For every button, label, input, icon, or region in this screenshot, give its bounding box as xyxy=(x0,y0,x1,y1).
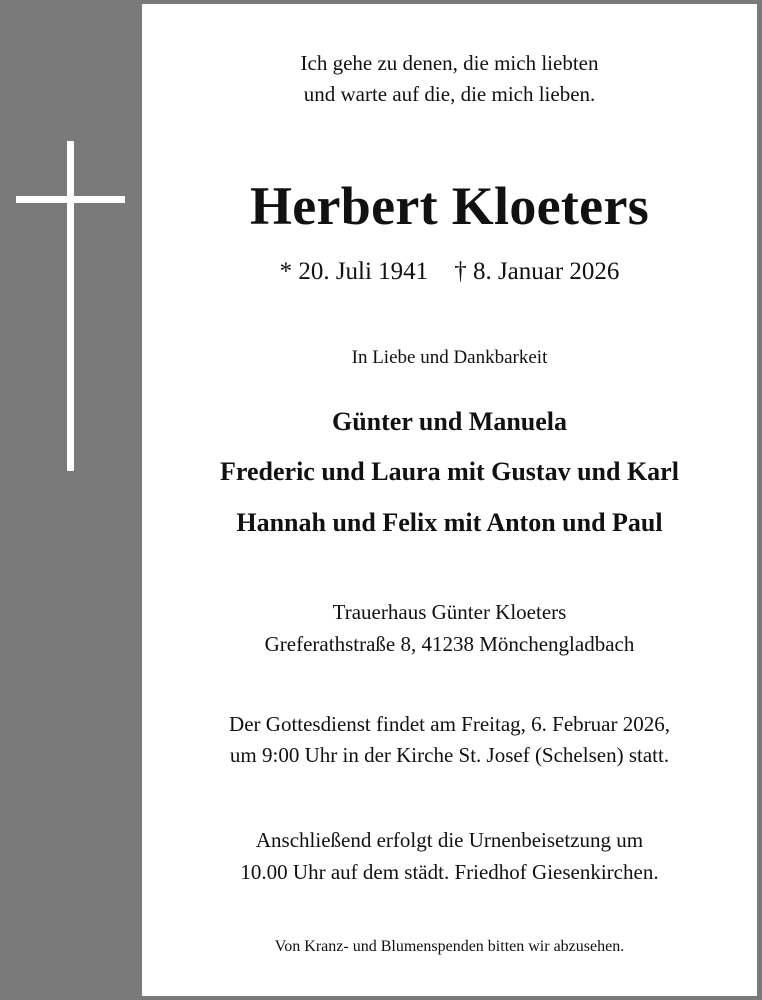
birth-date: * 20. Juli 1941 xyxy=(279,258,429,285)
burial-line-1: Anschließend erfolgt die Urnenbeisetzung um xyxy=(255,828,644,852)
mourner-line: Frederic und Laura mit Gustav und Karl xyxy=(220,457,679,486)
mourning-house-address xyxy=(142,596,757,660)
mourner-line: Hannah und Felix mit Anton und Paul xyxy=(236,508,663,537)
mourner-line: Günter und Manuela xyxy=(331,407,567,436)
flowers-note: Von Kranz- und Blumenspenden bitten wir abzusehen. xyxy=(274,938,625,955)
cross-horizontal-bar xyxy=(16,196,125,203)
dedication: In Liebe und Dankbarkeit xyxy=(351,347,548,368)
obituary-panel xyxy=(142,4,757,996)
quote-line-2: und warte auf die, die mich lieben. xyxy=(303,82,596,106)
service-info xyxy=(142,709,757,771)
service-line-2: um 9:00 Uhr in der Kirche St. Josef (Schelsen) statt. xyxy=(229,743,670,767)
quote xyxy=(142,48,757,110)
address-line-1: Trauerhaus Günter Kloeters xyxy=(332,600,567,624)
quote-line-1: Ich gehe zu denen, die mich liebten xyxy=(300,51,599,75)
death-date: † 8. Januar 2026 xyxy=(454,258,620,285)
burial-line-2: 10.00 Uhr auf dem städt. Friedhof Giesenkirchen. xyxy=(240,860,659,884)
deceased-name: Herbert Kloeters xyxy=(249,176,650,236)
service-line-1: Der Gottesdienst findet am Freitag, 6. Februar 2026, xyxy=(229,712,670,736)
cross-vertical-bar xyxy=(67,141,74,471)
life-dates xyxy=(142,256,757,288)
burial-info xyxy=(142,824,757,888)
address-line-2: Greferathstraße 8, 41238 Mönchengladbach xyxy=(264,632,635,656)
